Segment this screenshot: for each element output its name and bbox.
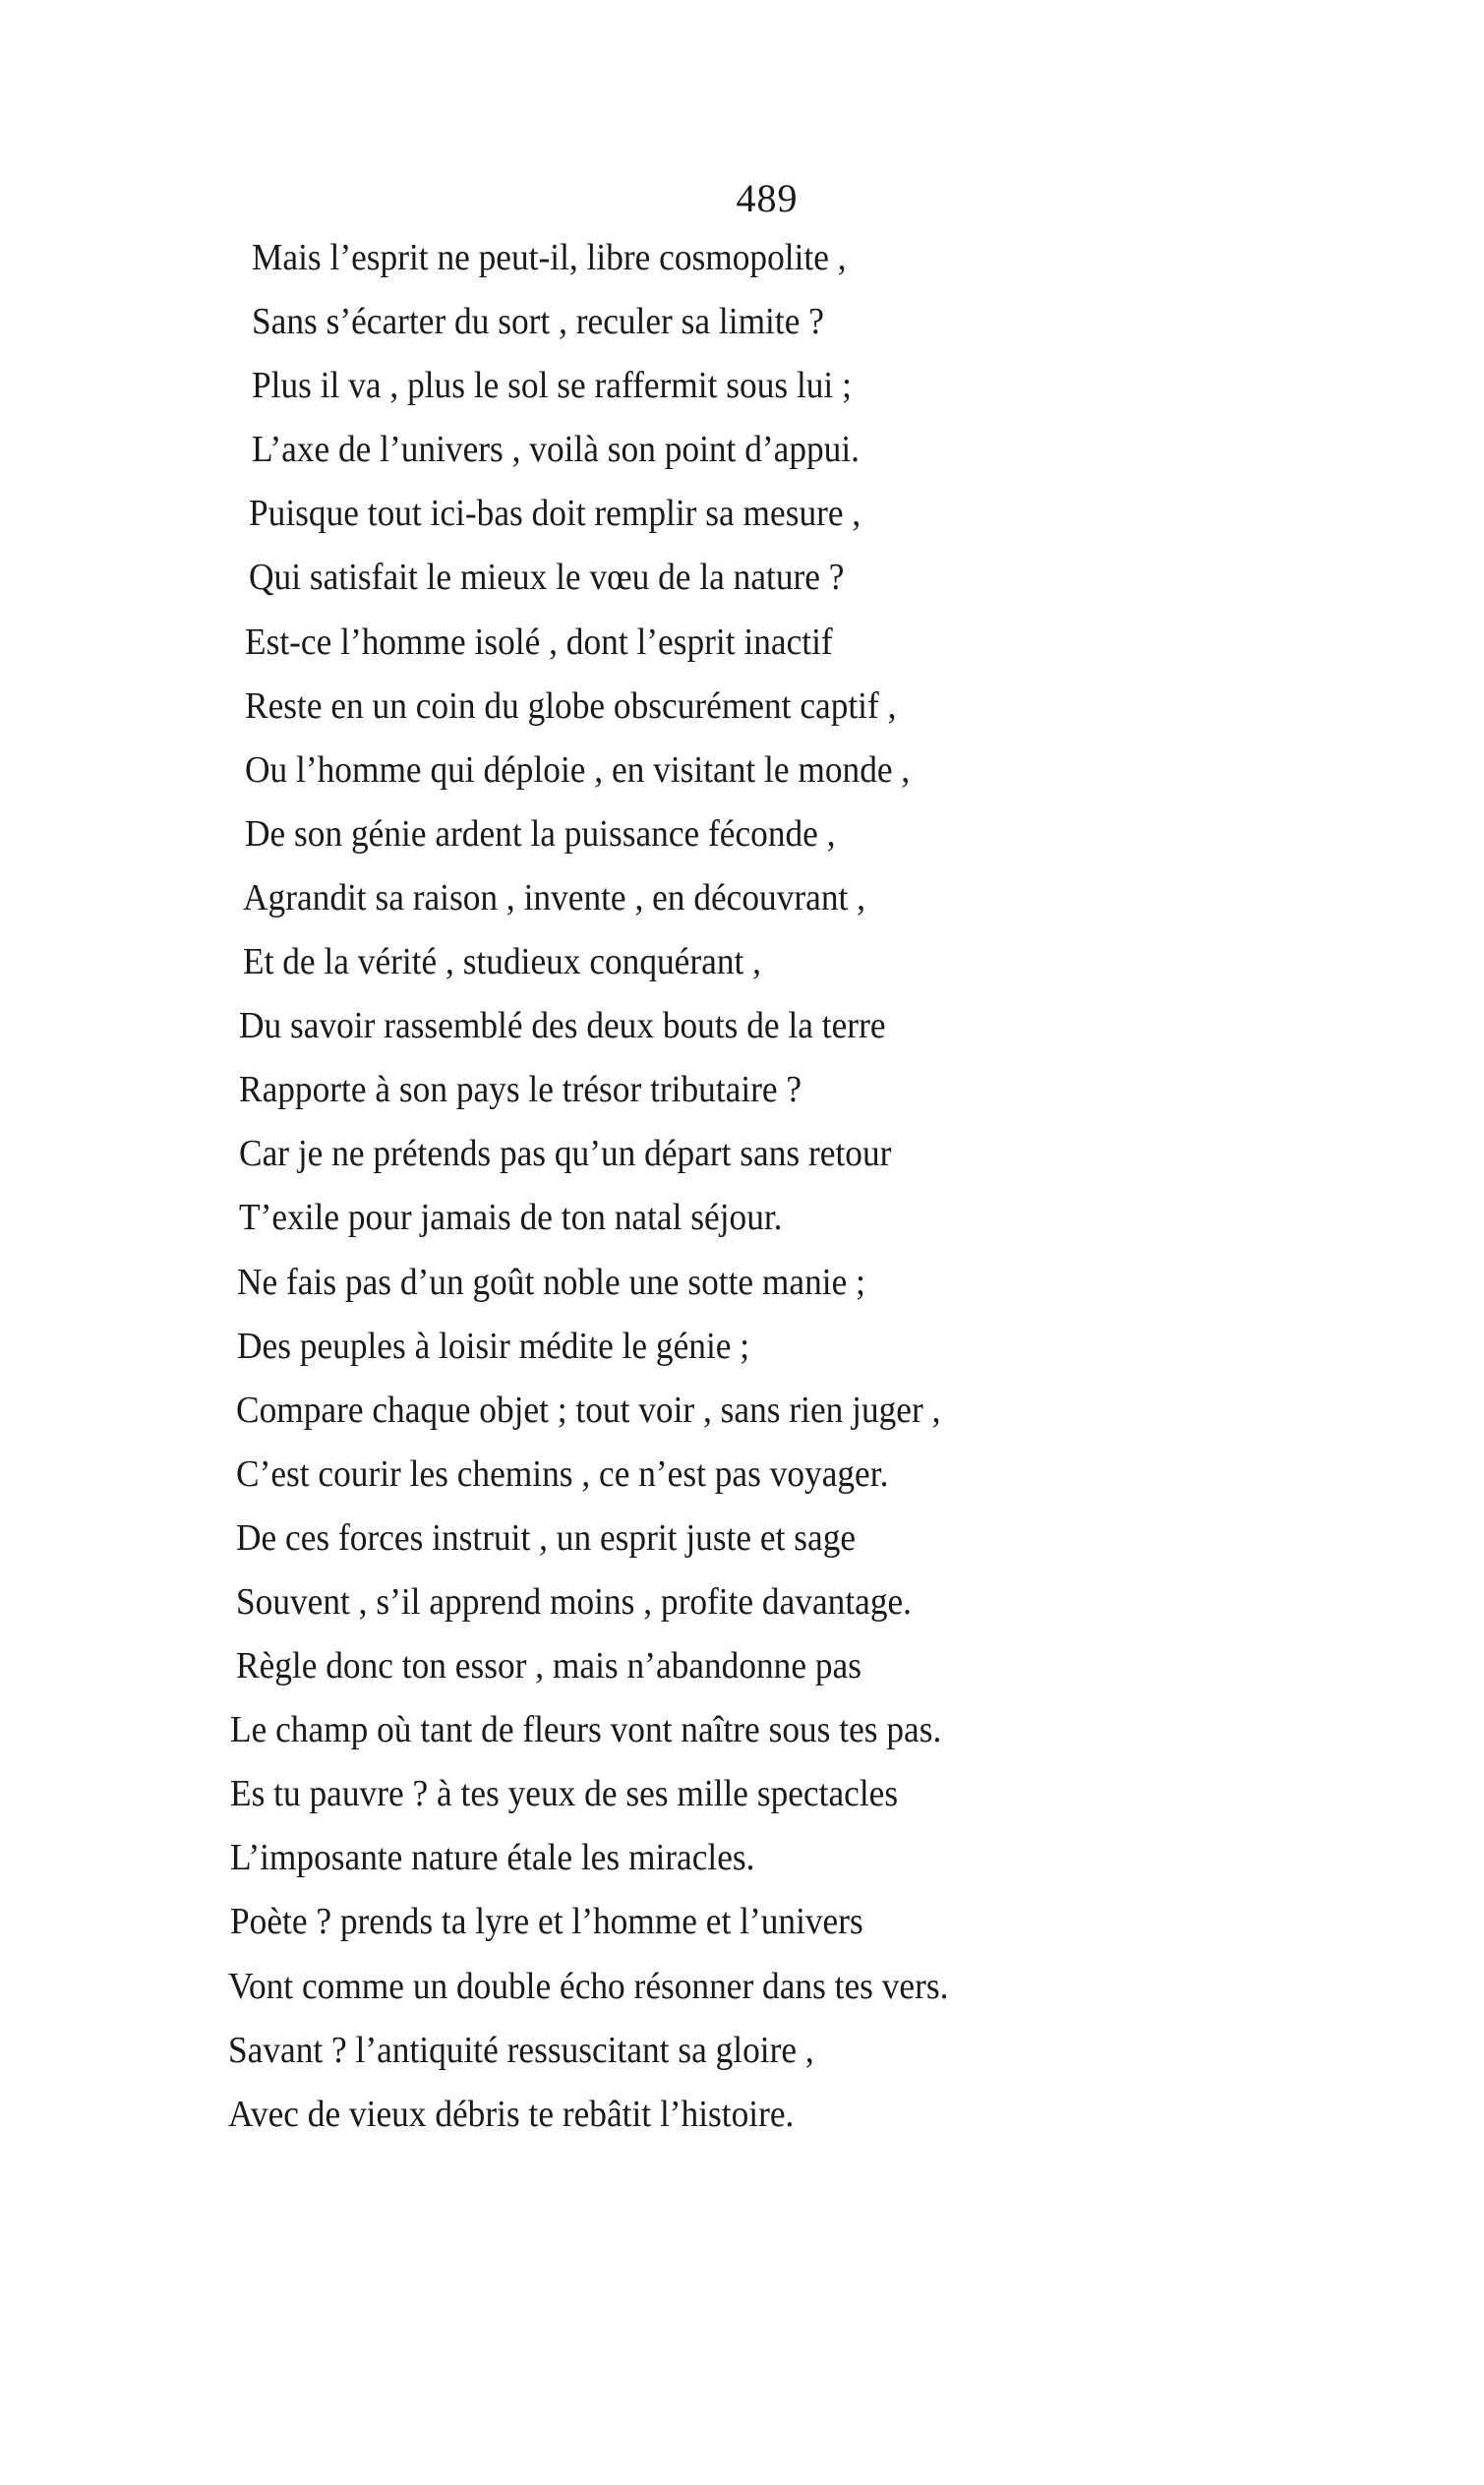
verse-line: Plus il va , plus le sol se raffermit sous lui ; bbox=[252, 365, 852, 407]
verse-line: Ou l’homme qui déploie , en visitant le monde , bbox=[245, 748, 911, 791]
verse-line: L’imposante nature étale les miracles. bbox=[230, 1837, 755, 1879]
verse-line: Et de la vérité , studieux conquérant , bbox=[243, 941, 761, 983]
verse-line: Sans s’écarter du sort , reculer sa limite ? bbox=[252, 301, 824, 343]
verse-line: Du savoir rassemblé des deux bouts de la terre bbox=[239, 1005, 886, 1047]
verse-line: Car je ne prétends pas qu’un départ sans retour bbox=[239, 1133, 892, 1175]
verse-line: Règle donc ton essor , mais n’abandonne pas bbox=[236, 1645, 861, 1687]
verse-line: C’est courir les chemins , ce n’est pas voyager. bbox=[236, 1452, 889, 1495]
verse-line: Le champ où tant de fleurs vont naître sous tes pas. bbox=[230, 1709, 942, 1751]
verse-line: De ces forces instruit , un esprit juste et sage bbox=[236, 1516, 857, 1559]
verse-line: De son génie ardent la puissance féconde , bbox=[245, 812, 836, 855]
verse-line: Reste en un coin du globe obscurément captif , bbox=[245, 684, 897, 727]
verse-line: Puisque tout ici-bas doit remplir sa mesure , bbox=[249, 493, 861, 535]
verse-line: Est-ce l’homme isolé , dont l’esprit inactif bbox=[245, 621, 833, 663]
poem-text bbox=[0, 226, 1484, 2147]
verse-line: Vont comme un double écho résonner dans tes vers. bbox=[228, 1965, 949, 2007]
verse-line: Avec de vieux débris te rebâtit l’histoire. bbox=[228, 2093, 795, 2135]
verse-line: T’exile pour jamais de ton natal séjour. bbox=[239, 1197, 783, 1239]
verse-line: Rapporte à son pays le trésor tributaire ? bbox=[239, 1069, 802, 1111]
verse-line: Poète ? prends ta lyre et l’homme et l’univers bbox=[230, 1901, 863, 1943]
verse-line: Souvent , s’il apprend moins , profite davantage. bbox=[236, 1580, 913, 1623]
verse-line: L’axe de l’univers , voilà son point d’appui. bbox=[252, 429, 861, 471]
verse-line: Ne fais pas d’un goût noble une sotte manie ; bbox=[237, 1261, 865, 1303]
verse-line: Des peuples à loisir médite le génie ; bbox=[237, 1325, 750, 1367]
verse-line: Compare chaque objet ; tout voir , sans rien juger , bbox=[236, 1389, 941, 1431]
page-number: 489 bbox=[736, 176, 799, 220]
verse-line: Qui satisfait le mieux le vœu de la nature ? bbox=[249, 557, 845, 599]
verse-line: Agrandit sa raison , invente , en découvrant , bbox=[243, 876, 865, 918]
verse-line: Savant ? l’antiquité ressuscitant sa gloire , bbox=[228, 2029, 814, 2071]
verse-line: Es tu pauvre ? à tes yeux de ses mille spectacles bbox=[230, 1773, 899, 1815]
verse-line: Mais l’esprit ne peut-il, libre cosmopolite , bbox=[252, 237, 847, 278]
